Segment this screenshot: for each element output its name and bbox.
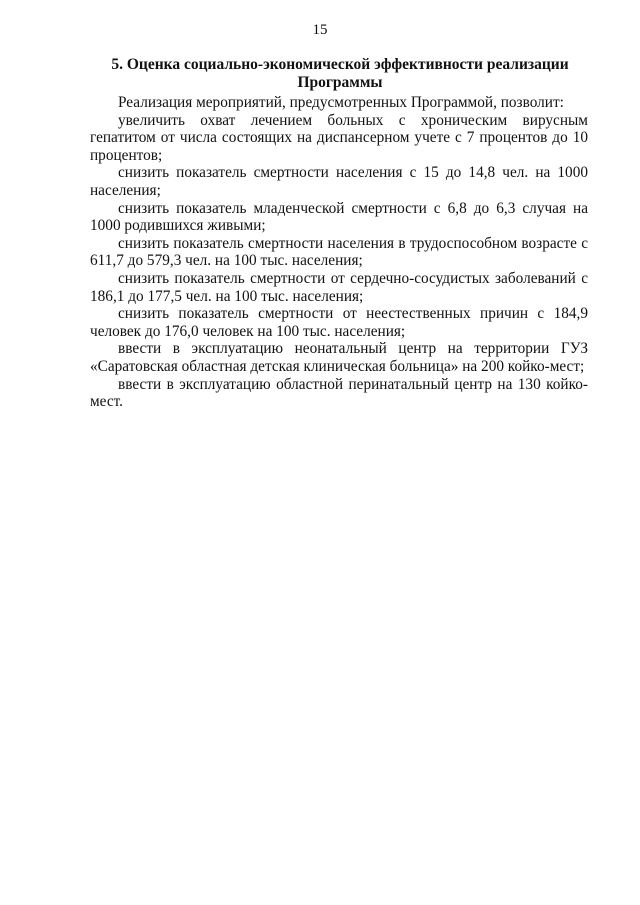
paragraph-intro: Реализация мероприятий, предусмотренных Программой, позволит:: [118, 94, 564, 111]
paragraph-item: снизить показатель смертности населения с 15 до 14,8 чел. на 1000 населения;: [90, 164, 588, 199]
paragraph-item: снизить показатель младенческой смертности с 6,8 до 6,3 случая на 1000 родившихся живыми;: [90, 199, 588, 235]
section-title: 5. Оценка социально-экономической эффективности реализации Программы: [111, 56, 569, 91]
paragraph-item: снизить показатель смертности от неестественных причин с 184,9 человек до 176,0 человек на 100 тыс. населения;: [90, 305, 588, 340]
paragraph-item: ввести в эксплуатацию неонатальный центр на территории ГУЗ «Саратовская областная детская клиническая больница» на 200 койко-мест;: [90, 340, 588, 375]
page-number: 15: [312, 22, 328, 38]
paragraph-item: снизить показатель смертности от сердечно-сосудистых заболеваний с 186,1 до 177,5 чел. на 100 тыс. населения;: [90, 269, 588, 305]
paragraph-item: увеличить охват лечением больных с хроническим вирусным гепатитом от числа состоящих на диспансерном учете с 7 процентов до 10 процентов;: [90, 111, 588, 164]
document-body: [90, 94, 588, 411]
paragraph-item: снизить показатель смертности населения в трудоспособном возрасте с 611,7 до 579,3 чел. на 100 тыс. населения;: [90, 234, 588, 270]
paragraph-item: ввести в эксплуатацию областной перинатальный центр на 130 койко-мест.: [90, 375, 588, 411]
